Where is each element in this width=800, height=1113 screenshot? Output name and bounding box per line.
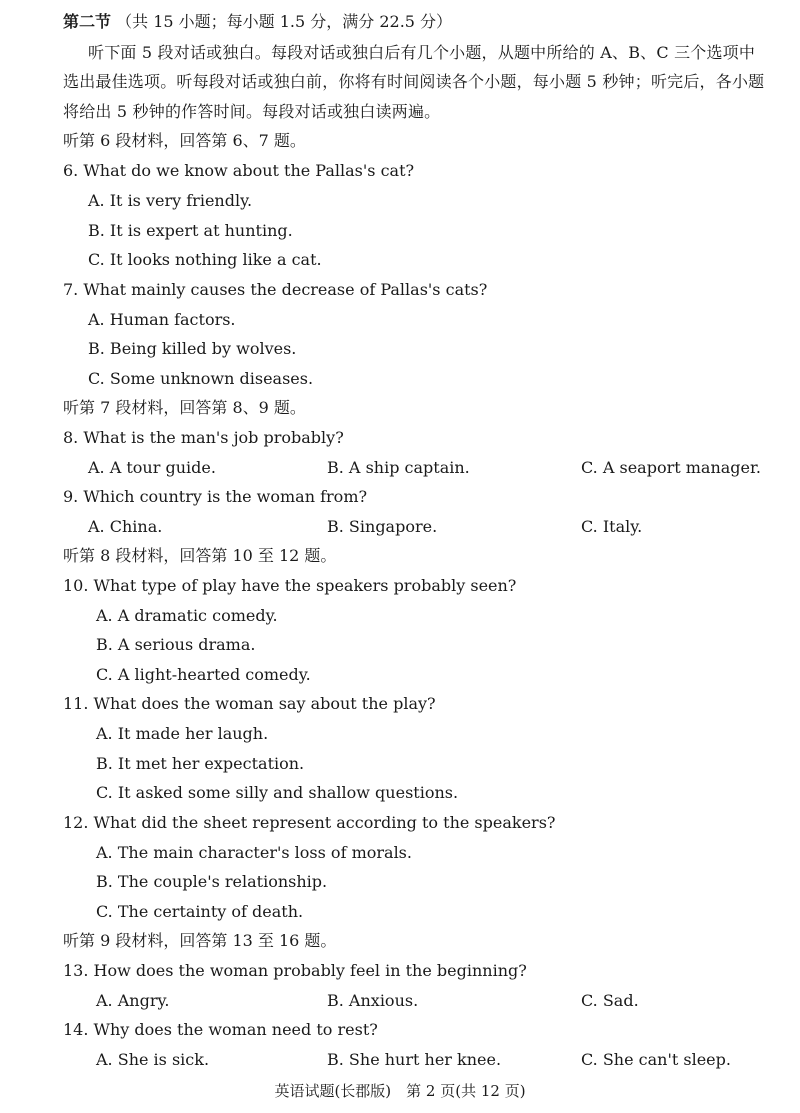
question-8-option-a: A. A tour guide. <box>88 458 216 477</box>
question-11-stem: 11. What does the woman say about the play? <box>63 694 436 713</box>
question-8-option-c: C. A seaport manager. <box>581 458 761 477</box>
question-10-option-b: B. A serious drama. <box>96 635 256 654</box>
question-13-stem: 13. How does the woman probably feel in the beginning? <box>63 961 527 980</box>
question-11-option-a: A. It made her laugh. <box>96 724 269 743</box>
instruction-line-2: 选出最佳选项。听每段对话或独白前，你将有时间阅读各个小题，每小题 5 秒钟；听完后，各小题 <box>63 72 765 91</box>
question-14-option-c: C. She can't sleep. <box>581 1050 731 1069</box>
question-6-option-c: C. It looks nothing like a cat. <box>88 250 322 269</box>
question-6-option-a: A. It is very friendly. <box>88 191 253 210</box>
question-11-option-c: C. It asked some silly and shallow questions. <box>96 783 459 802</box>
question-14-option-b: B. She hurt her knee. <box>327 1050 502 1069</box>
group-intro-9: 听第 9 段材料，回答第 13 至 16 题。 <box>63 931 337 950</box>
question-7-option-a: A. Human factors. <box>88 310 236 329</box>
group-intro-8: 听第 8 段材料，回答第 10 至 12 题。 <box>63 546 337 565</box>
question-11-option-b: B. It met her expectation. <box>96 754 305 773</box>
question-14-option-a: A. She is sick. <box>96 1050 210 1069</box>
question-9-stem: 9. Which country is the woman from? <box>63 487 368 506</box>
section-title: 第二节 <box>63 12 112 31</box>
question-8-stem: 8. What is the man's job probably? <box>63 428 344 447</box>
group-intro-6: 听第 6 段材料，回答第 6、7 题。 <box>63 131 306 150</box>
question-9-option-b: B. Singapore. <box>327 517 438 536</box>
question-13-option-c: C. Sad. <box>581 991 639 1010</box>
question-14-stem: 14. Why does the woman need to rest? <box>63 1020 378 1039</box>
question-6-stem: 6. What do we know about the Pallas's cat? <box>63 161 415 180</box>
question-7-stem: 7. What mainly causes the decrease of Pallas's cats? <box>63 280 488 299</box>
question-12-stem: 12. What did the sheet represent according to the speakers? <box>63 813 556 832</box>
instruction-line-1: 听下面 5 段对话或独白。每段对话或独白后有几个小题，从题中所给的 A、B、C 三个选项中 <box>88 43 756 62</box>
section-note: （共 15 小题；每小题 1.5 分，满分 22.5 分） <box>116 12 453 31</box>
question-7-option-c: C. Some unknown diseases. <box>88 369 314 388</box>
question-9-option-a: A. China. <box>88 517 163 536</box>
question-12-option-b: B. The couple's relationship. <box>96 872 328 891</box>
question-9-option-c: C. Italy. <box>581 517 643 536</box>
question-6-option-b: B. It is expert at hunting. <box>88 221 293 240</box>
question-12-option-c: C. The certainty of death. <box>96 902 304 921</box>
section-header <box>63 12 452 32</box>
instruction-line-3: 将给出 5 秒钟的作答时间。每段对话或独白读两遍。 <box>63 102 441 121</box>
question-10-option-c: C. A light-hearted comedy. <box>96 665 311 684</box>
question-12-option-a: A. The main character's loss of morals. <box>96 843 412 862</box>
question-10-stem: 10. What type of play have the speakers probably seen? <box>63 576 517 595</box>
question-8-option-b: B. A ship captain. <box>327 458 470 477</box>
question-7-option-b: B. Being killed by wolves. <box>88 339 297 358</box>
group-intro-7: 听第 7 段材料，回答第 8、9 题。 <box>63 398 306 417</box>
page-footer: 英语试题(长郡版) 第 2 页(共 12 页) <box>274 1082 526 1100</box>
question-10-option-a: A. A dramatic comedy. <box>96 606 278 625</box>
question-13-option-b: B. Anxious. <box>327 991 419 1010</box>
question-13-option-a: A. Angry. <box>96 991 170 1010</box>
